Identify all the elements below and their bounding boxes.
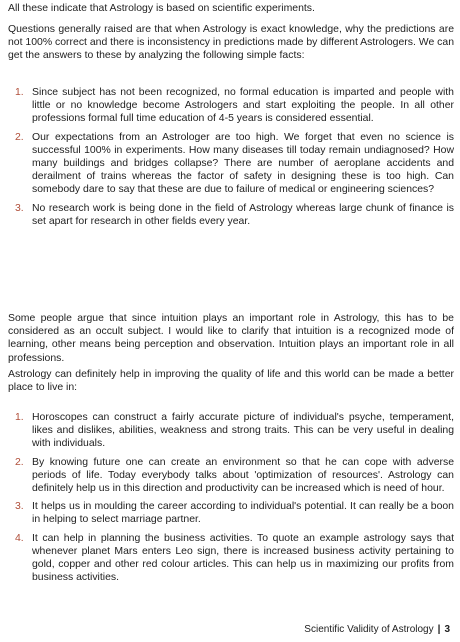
list-item [8,411,454,451]
list-item-number: 4. [15,532,24,544]
list-item [8,131,454,197]
questions-paragraph: Questions generally raised are that when Astrology is exact knowledge, why the predictions are not 100% correct and there is inconsistency in predictions made by different Astrologers. We can get the answers to these by analyzing the following simple facts: [8,24,454,62]
list-item-number: 2. [15,131,24,143]
list-item [8,456,454,496]
list-item-text: It can help in planning the business activities. To quote an example astrology says that whenever planet Mars enters Leo sign, there is increased business activity pertaining to gold, copper and other red colour articles. This can help us in maximizing our profits from business activities. [32,532,454,584]
list-item-text: By knowing future one can create an environment so that he can cope with adverse periods of life. Today everybody talks about 'optimization of resources'. Astrology can definitely help us in this direction and productivity can be increased which is need of hour. [32,456,454,495]
list-item [8,86,454,126]
intro-sentence: All these indicate that Astrology is based on scientific experiments. [8,3,315,14]
list-item-number: 3. [15,202,24,214]
facts-list [8,86,454,233]
page-footer [304,624,450,636]
list-item-number: 3. [15,501,24,513]
list-item [8,532,454,585]
list-item-text: Our expectations from an Astrologer are too high. We forget that even no science is successful 100% in experiments. How many diseases till today remain undiagnosed? How many buildings and bridges collapse? There are number of aeroplane accidents and derailment of trains whereas the factor of safety in designing these is too high. Can somebody dare to say that these are due to failure of medical or engineering sciences? [32,131,454,196]
list-item-text: It helps us in moulding the career according to individual's potential. It can really be a boon in helping to select marriage partner. [32,501,454,526]
list-item-text: No research work is being done in the field of Astrology whereas large chunk of finance is set apart for research in other fields every year. [32,202,454,227]
list-item-number: 1. [15,412,24,423]
list-item-number: 1. [15,87,24,98]
list-item-text: Horoscopes can construct a fairly accurate picture of individual's psyche, temperament, likes and dislikes, abilities, weakness and strong traits. This can be very useful in dealing with individuals. [32,412,454,450]
list-item-text: Since subject has not been recognized, no formal education is imparted and people with little or no knowledge become Astrologers and start exploiting the people. In all other professions formal full time education of 4-5 years is considered essential. [32,87,454,125]
running-title: Scientific Validity of Astrology [304,624,434,635]
intuition-paragraph: Some people argue that since intuition plays an important role in Astrology, this has to be considered as an occult subject. I would like to clarify that intuition is a recognized mode of learning, other means being perception and observation. Intuition plays an important role in all professions. [8,313,454,364]
benefits-intro: Astrology can definitely help in improving the quality of life and this world can be made a better place to live in: [8,369,454,394]
list-item [8,202,454,228]
list-item [8,500,454,526]
list-item-number: 2. [15,456,24,468]
document-page [8,2,454,642]
benefits-list [8,411,454,589]
footer-separator: | [437,624,441,635]
page-number: 3 [444,624,450,635]
